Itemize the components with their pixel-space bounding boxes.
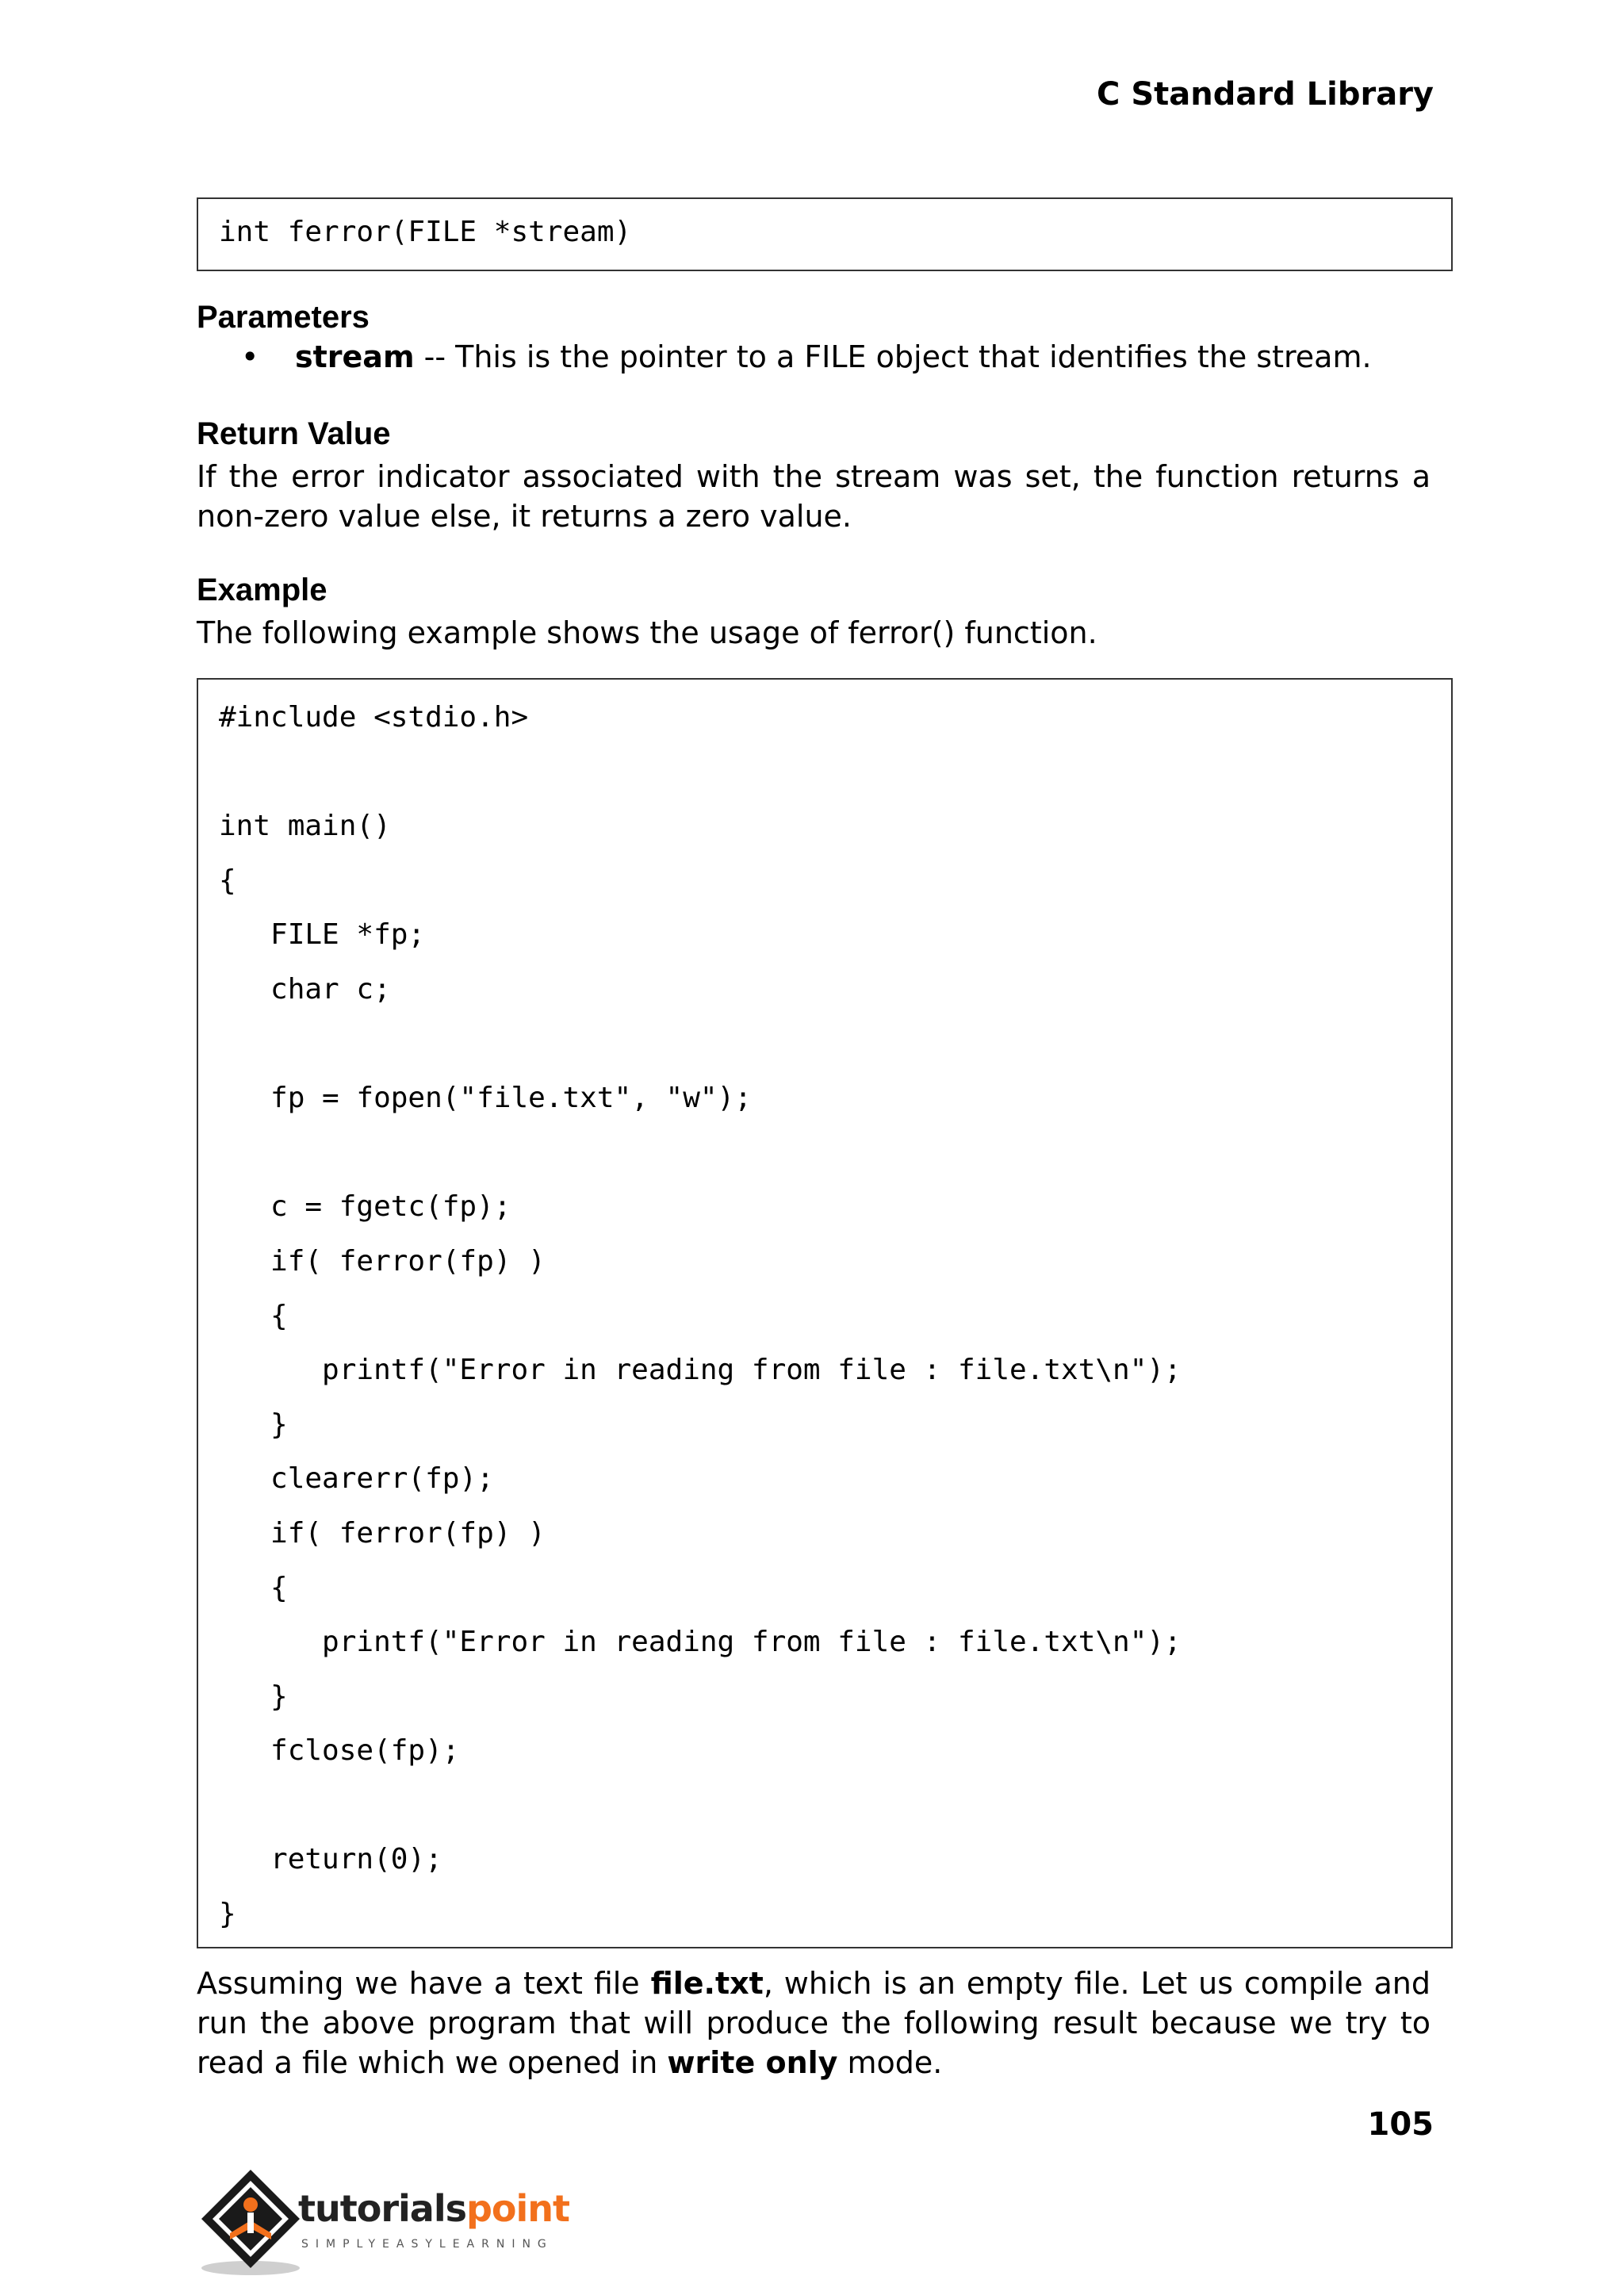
code-line: c = fgetc(fp);	[219, 1190, 511, 1224]
function-signature-box	[197, 197, 1453, 271]
parameter-desc: -- This is the pointer to a FILE object that identifies the stream.	[414, 339, 1372, 374]
code-line: FILE *fp;	[219, 918, 426, 952]
closing-text-2: , which is an empty file. Let us compile and run the above program that will produce the following result because we try to read a file which we opened in	[197, 1966, 1431, 2080]
example-code-box	[197, 678, 1453, 1948]
code-line: printf("Error in reading from file : file.txt\n");	[219, 1626, 1182, 1659]
logo-word-tutorials: tutorials	[298, 2187, 466, 2230]
page-header-title: C Standard Library	[1097, 76, 1434, 113]
closing-text-3: mode.	[837, 2045, 943, 2080]
closing-bold-filename: file.txt	[650, 1966, 764, 2001]
example-intro: The following example shows the usage of ferror() function.	[197, 615, 1097, 650]
code-line: clearerr(fp);	[219, 1462, 494, 1496]
page-number: 105	[1367, 2106, 1434, 2143]
code-line: {	[219, 1571, 288, 1604]
code-line: fp = fopen("file.txt", "w");	[219, 1082, 752, 1115]
logo-word-point: point	[465, 2187, 570, 2230]
code-line: return(0);	[219, 1843, 442, 1876]
code-line: int main()	[219, 810, 391, 843]
code-line: #include <stdio.h>	[219, 701, 529, 734]
code-line: }	[219, 1408, 288, 1441]
closing-paragraph	[197, 1964, 1431, 2082]
code-line	[219, 757, 1431, 811]
return-value-text: If the error indicator associated with the stream was set, the function returns a non-zero value else, it returns a zero value.	[197, 459, 1431, 534]
logo-tagline: SIMPLYEASYLEARNING	[301, 2238, 553, 2251]
bullet-icon: •	[241, 339, 259, 374]
code-line: }	[219, 1680, 288, 1713]
code-line: }	[219, 1898, 236, 1931]
tutorialspoint-logo	[195, 2163, 576, 2282]
logo-emblem-icon	[195, 2163, 306, 2282]
code-line	[219, 1029, 1431, 1083]
parameters-heading: Parameters	[197, 300, 370, 335]
code-line: char c;	[219, 972, 391, 1006]
logo-wordmark	[298, 2187, 569, 2230]
closing-text-1: Assuming we have a text file	[197, 1966, 651, 2001]
code-line: fclose(fp);	[219, 1734, 460, 1768]
code-line: {	[219, 1299, 288, 1332]
parameter-name: stream	[295, 339, 415, 374]
code-lines	[219, 702, 1431, 1953]
code-line: if( ferror(fp) )	[219, 1516, 546, 1550]
closing-bold-mode: write only	[667, 2045, 838, 2080]
code-line	[219, 1137, 1431, 1192]
code-line	[219, 1790, 1431, 1845]
return-value-heading: Return Value	[197, 416, 391, 451]
code-line: {	[219, 864, 236, 897]
example-heading: Example	[197, 573, 327, 607]
code-line: printf("Error in reading from file : file.txt\n");	[219, 1354, 1182, 1387]
code-line: if( ferror(fp) )	[219, 1244, 546, 1278]
signature-code: int ferror(FILE *stream)	[219, 216, 632, 248]
